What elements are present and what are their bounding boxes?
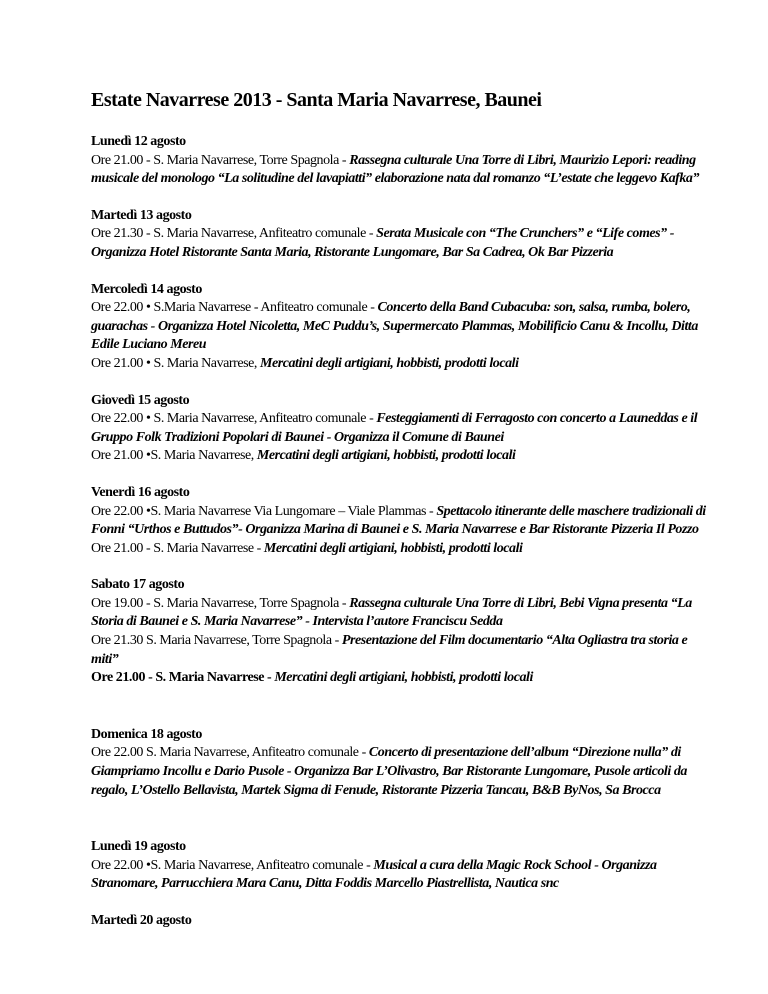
event-description: Concerto della Band Cubacuba: son, salsa, rumba, bolero, guarachas - Organizza Hotel Nicoletta, MeC Puddu’s, Supermercato Plammas, Mobilificio Canu & Incollu, Ditta Edile Luciano Mereu bbox=[91, 300, 698, 353]
day-title: Martedì 20 agosto bbox=[91, 913, 192, 928]
day-section bbox=[91, 726, 708, 800]
event-time-place: Ore 21.00 • S. Maria Navarrese, bbox=[91, 355, 260, 371]
day-section bbox=[91, 207, 708, 263]
event-description: Presentazione del Film documentario “Alta Ogliastra tra storia e miti” bbox=[91, 633, 688, 667]
event-entry bbox=[91, 447, 708, 466]
day-title: Lunedì 19 agosto bbox=[91, 839, 186, 855]
event-description: Serata Musicale con “The Crunchers” e “Life comes” - Organizza Hotel Ristorante Santa Maria, Ristorante Lungomare, Bar Sa Cadrea, Ok Bar Pizzeria bbox=[91, 226, 674, 260]
event-time-place: Ore 22.00 • S.Maria Navarrese - Anfiteatro comunale - bbox=[91, 300, 378, 316]
day-title: Venerdì 16 agosto bbox=[91, 484, 190, 500]
event-entry bbox=[91, 857, 708, 894]
event-description: Mercatini degli artigiani, hobbisti, prodotti locali bbox=[263, 540, 523, 556]
event-entry bbox=[91, 744, 708, 800]
event-entry bbox=[91, 355, 708, 374]
event-description: Rassegna culturale Una Torre di Libri, Bebi Vigna presenta “La Storia di Baunei e S. Maria Navarrese” - Intervista l’autore Franciscu Sedda bbox=[91, 595, 692, 630]
event-description: Festeggiamenti di Ferragosto con concerto a Launeddas e il Gruppo Folk Tradizioni Popolari di Baunei - Organizza il Comune di Baunei bbox=[91, 411, 698, 445]
event-description: Mercatini degli artigiani, hobbisti, prodotti locali bbox=[256, 448, 516, 464]
day-section bbox=[91, 281, 708, 374]
event-time-place: Ore 22.00 • S. Maria Navarrese, Anfiteatro comunale - bbox=[91, 411, 377, 427]
event-description: Spettacolo itinerante delle maschere tradizionali di Fonni “Urthos e Buttudos”- Organizza Marina di Baunei e S. Maria Navarrese e Bar Ristorante Pizzeria Il Pozzo bbox=[91, 503, 706, 538]
day-section bbox=[91, 484, 708, 558]
event-entry bbox=[91, 595, 708, 632]
event-description: Rassegna culturale Una Torre di Libri, Maurizio Lepori: reading musicale del monologo “La solitudine del lavapiatti” elaborazione nata dal romanzo “L’estate che leggevo Kafka” bbox=[91, 152, 700, 187]
event-entry bbox=[91, 669, 708, 688]
event-time-place: Ore 21.00 - S. Maria Navarrese - bbox=[91, 670, 275, 686]
event-entry bbox=[91, 410, 708, 447]
event-description: Musical a cura della Magic Rock School - Organizza Stranomare, Parrucchiera Mara Canu, Ditta Foddis Marcello Piastrellista, Nautica snc bbox=[91, 857, 657, 892]
event-entry bbox=[91, 632, 708, 669]
event-time-place: Ore 21.00 - S. Maria Navarrese - bbox=[91, 540, 264, 556]
event-time-place: Ore 21.30 S. Maria Navarrese, Torre Spagnola - bbox=[91, 633, 342, 649]
day-section bbox=[91, 838, 708, 894]
day-title: Martedì 13 agosto bbox=[91, 207, 192, 223]
day-section bbox=[91, 576, 708, 688]
event-time-place: Ore 21.00 - S. Maria Navarrese, Torre Spagnola - bbox=[91, 152, 350, 168]
event-time-place: Ore 22.00 S. Maria Navarrese, Anfiteatro comunale - bbox=[91, 745, 369, 761]
event-time-place: Ore 22.00 •S. Maria Navarrese, Anfiteatro comunale - bbox=[91, 857, 374, 873]
day-title: Giovedì 15 agosto bbox=[91, 392, 190, 408]
event-entry bbox=[91, 540, 708, 559]
event-description: Mercatini degli artigiani, hobbisti, prodotti locali bbox=[274, 670, 533, 686]
event-time-place: Ore 22.00 •S. Maria Navarrese Via Lungomare – Viale Plammas - bbox=[91, 503, 437, 519]
day-section bbox=[91, 912, 708, 931]
page-title: Estate Navarrese 2013 - Santa Maria Navarrese, Baunei bbox=[91, 89, 542, 111]
event-entry bbox=[91, 225, 708, 262]
day-section bbox=[91, 392, 708, 466]
event-entry bbox=[91, 299, 708, 355]
event-entry bbox=[91, 152, 708, 189]
day-title: Sabato 17 agosto bbox=[91, 577, 185, 593]
day-title: Mercoledì 14 agosto bbox=[91, 281, 202, 297]
event-time-place: Ore 21.30 - S. Maria Navarrese, Anfiteatro comunale - bbox=[91, 226, 377, 242]
day-title: Domenica 18 agosto bbox=[91, 726, 202, 742]
event-time-place: Ore 21.00 •S. Maria Navarrese, bbox=[91, 448, 257, 464]
event-description: Mercatini degli artigiani, hobbisti, prodotti locali bbox=[259, 355, 519, 371]
day-section bbox=[91, 133, 708, 189]
day-title: Lunedì 12 agosto bbox=[91, 134, 186, 149]
event-description: Concerto di presentazione dell’album “Direzione nulla” di Giampriamo Incollu e Dario Pusole - Organizza Bar L’Olivastro, Bar Ristorante Lungomare, Pusole articoli da regalo, L’Ostello Bellavista, Martek Sigma di Fenude, Ristorante Pizzeria Tancau, B&B ByNos, Sa Brocca bbox=[91, 745, 687, 798]
event-time-place: Ore 19.00 - S. Maria Navarrese, Torre Spagnola - bbox=[91, 595, 350, 611]
event-entry bbox=[91, 503, 708, 540]
